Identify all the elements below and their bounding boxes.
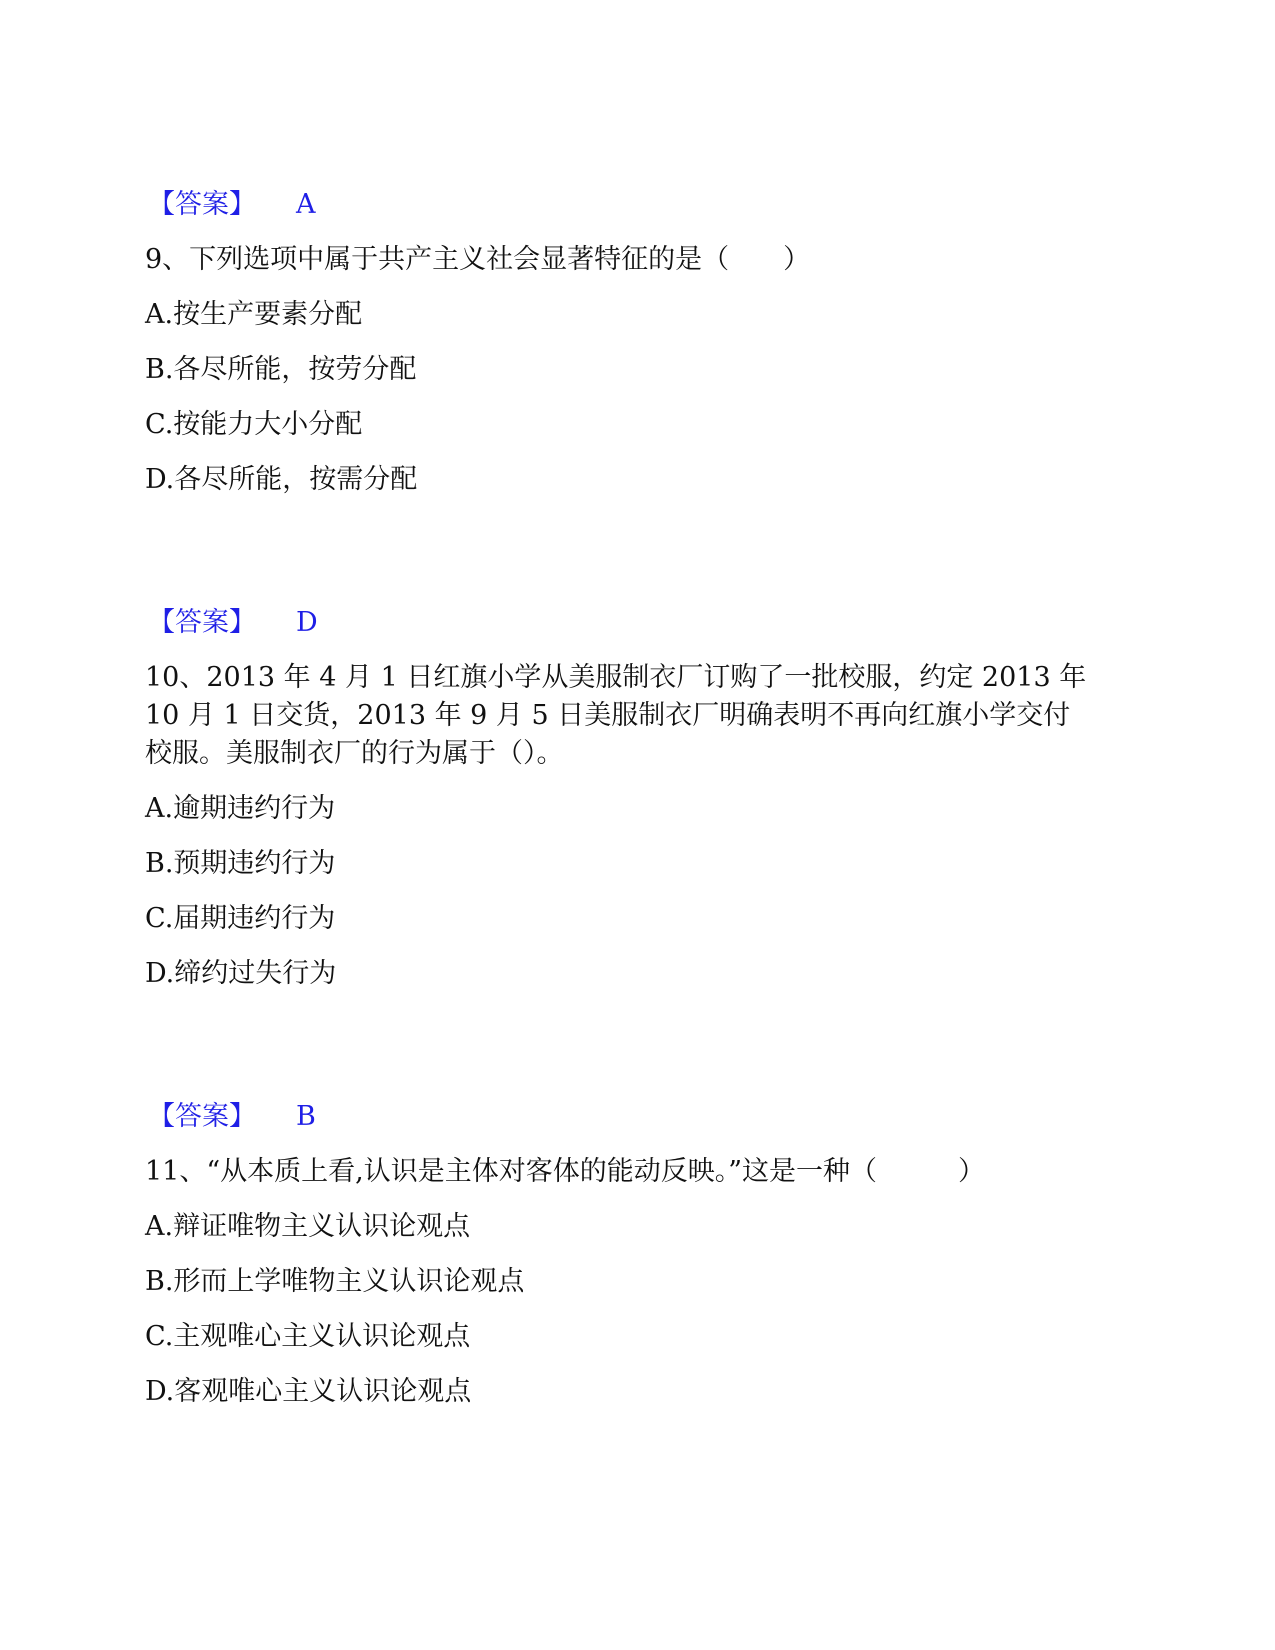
option-a: A.按生产要素分配: [145, 299, 363, 330]
option-c: C.届期违约行为: [145, 903, 336, 934]
option-d: D.缔约过失行为: [145, 958, 337, 989]
option-b: B.形而上学唯物主义认识论观点: [145, 1266, 525, 1297]
answer-value: A: [296, 189, 316, 220]
question-stem: 9、下列选项中属于共产主义社会显著特征的是（ ）: [145, 244, 811, 275]
answer-value: B: [296, 1101, 316, 1132]
option-a: A.辩证唯物主义认识论观点: [145, 1211, 471, 1242]
option-c: C.主观唯心主义认识论观点: [145, 1321, 471, 1352]
answer-label: 【答案】: [148, 607, 256, 638]
answer-label: 【答案】: [148, 189, 256, 220]
answer-value: D: [296, 607, 318, 638]
answer-label: 【答案】: [148, 1101, 256, 1132]
option-b: B.各尽所能，按劳分配: [145, 354, 417, 385]
option-d: D.各尽所能，按需分配: [145, 464, 418, 495]
option-b: B.预期违约行为: [145, 848, 336, 879]
option-c: C.按能力大小分配: [145, 409, 363, 440]
option-d: D.客观唯心主义认识论观点: [145, 1376, 472, 1407]
question-stem: 校服。美服制衣厂的行为属于（）。: [145, 738, 564, 769]
question-stem: 11、“从本质上看,认识是主体对客体的能动反映。”这是一种（ ）: [145, 1156, 986, 1187]
question-stem: 10、2013 年 4 月 1 日红旗小学从美服制衣厂订购了一批校服，约定 2013 年: [145, 662, 1087, 693]
question-stem: 10 月 1 日交货，2013 年 9 月 5 日美服制衣厂明确表明不再向红旗小学交付: [145, 700, 1071, 731]
option-a: A.逾期违约行为: [145, 793, 336, 824]
